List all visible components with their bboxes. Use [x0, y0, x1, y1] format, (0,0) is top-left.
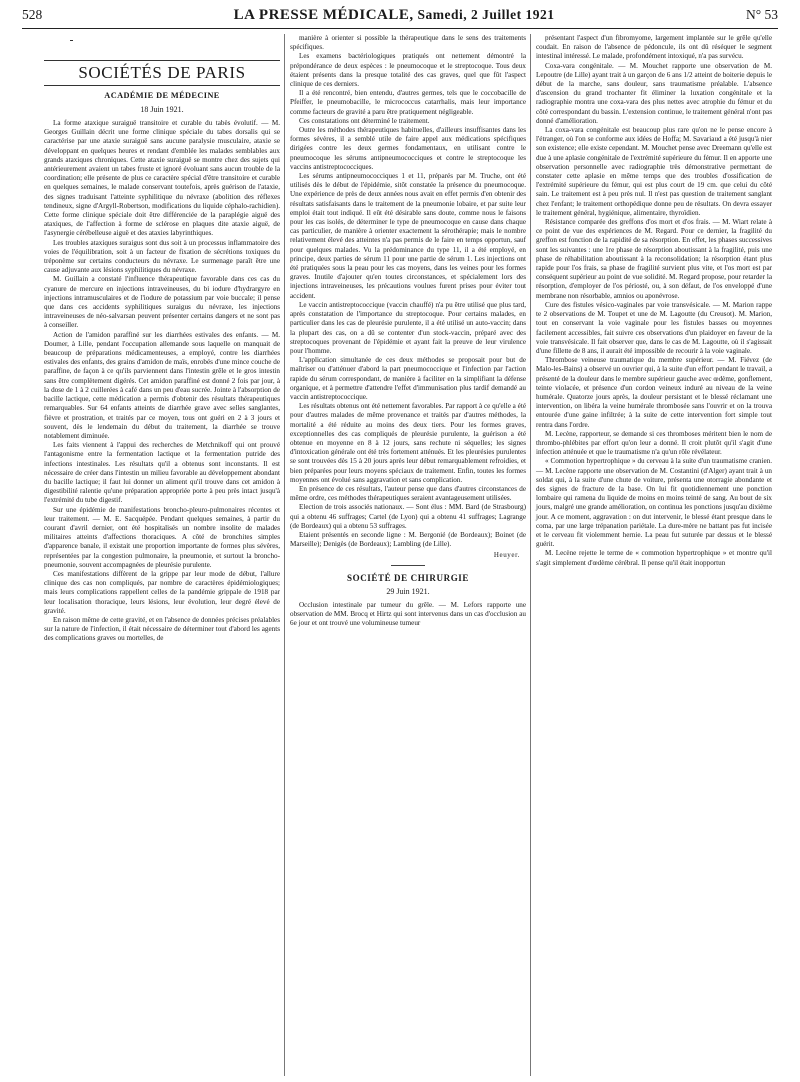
article-paragraph: Sur une épidémie de manifestations broncho-pleuro-pulmonaires récentes et leur traitement. — M. E. Sacquépée. Pendant quelques semaines, à partir du courant d'avril dernier, ont été hospitalisés un nombre insolite de malades militaires atteints d'affections thoraciques. A côté de bronchites simples d'apparence banale, il existait une proportion importante de formes plus sévères, représentées par la congestion pulmonaire, la pneumonie, et surtout la broncho-pneumonie, souvent accompagnées de pleurésie purulente. [44, 505, 280, 569]
article-paragraph: Il a été rencontré, bien entendu, d'autres germes, tels que le coccobacille de Pfeiffer, le pneumobacille, le micrococcus catarrhalis, mais leur importance comme facteurs de gravité a paru être pratiquement négligeable. [290, 89, 526, 116]
article-paragraph: M. Lecène, rapporteur, se demande si ces thromboses méritent bien le nom de thrombo-phlébites par effort qu'on leur a donné. Il croit plutôt qu'il s'agit d'une infection atténuée et que le traumatisme n'a qu'un rôle révélateur. [536, 429, 772, 457]
article-paragraph: Thrombose veineuse traumatique du membre supérieur. — M. Fiévez (de Malo-les-Bains) a observé un ouvrier qui, à la suite d'un effort pendant le travail, a présenté de la douleur dans le membre supérieur gauche avec œdème, gonflement, teinte violacée, et présence d'un cordon veineux induré au niveau de la veine humérale. Quatorze jours après, la douleur persistant et le blessé réclamant une intervention, on libéra la veine humérale thrombosée sans l'ouvrir et on la trouva entourée d'une gaine infiltrée; à la suite de cette intervention fort simple tout rentra dans l'ordre. [536, 356, 772, 429]
session-date: 18 Juin 1921. [140, 105, 184, 114]
column-divider [530, 34, 531, 1076]
article-paragraph: M. Lecène rejette le terme de « commotion hypertrophique » et montre qu'il s'agit simplement d'œdème cérébral. Il pense qu'il était inopportun [536, 549, 772, 567]
session-date: 29 Juin 1921. [386, 586, 430, 596]
article-paragraph: Résistance comparée des greffons d'os mort et d'os frais. — M. Wiart relate à ce point de vue des expériences de M. Regard. Pour ce dernier, la fragilité du greffon est fonction de la rapidité de sa résorption. En effet, les phases successives sont les suivantes : une 1re phase de résorption aboutissant à la fragilité, puis une phase de réhabilitation aboutissant à la reconsolidation; la résorption étant plus rapide pour l'os frais, sa phase de fragilité survient plus vite, et l'os mort est par conséquent supérieur au point de vue solidité. M. Regard propose, pour retarder la résorption, d'employer de l'os périosté, ou, à son défaut, de l'os enveloppé d'une membrane non résorbable, amnios ou aponévrose. [536, 218, 772, 300]
journal-title: LA PRESSE MÉDICALE, [233, 6, 414, 23]
article-paragraph: « Commotion hypertrophique » du cerveau à la suite d'un traumatisme cranien. — M. Lecène rapporte une observation de M. Costantini (d'Alger) ayant trait à un soldat qui, à la suite d'une chute de voiture, présenta une otorragie abondante et des signes de fracture de la base. On lui fit quotidiennement une ponction lombaire qui ramena du liquide de moins en moins teinté de sang. Au bout de six jours, malgré une grande amélioration, on continua les ponctions jusqu'au dixième jour. A ce moment, aggravation : on dut intervenir, le blessé étant presque dans le coma, par une large trépanation pariétale. La dure-mère ne battant pas fut incisée et le cerveau fit violemment hernie. La peau fut suturée par dessus et le blessé guérit. [536, 457, 772, 549]
article-paragraph: manière à orienter si possible la thérapeutique dans le sens des traitements spécifiques. [290, 34, 526, 52]
section-title: SOCIÉTÉS DE PARIS [44, 60, 280, 86]
article-paragraph: La coxa-vara congénitale est beaucoup plus rare qu'on ne le pense encore à l'étranger, où l'on se conforme aux idées de Hoffa; M. Savariaud a été jusqu'à nier son existence; elle existe cependant. M. Mouchet pense avec Dreemann qu'elle est due à une aplasie congénitale de l'extrémité supérieure du fémur. Il en apporte une observation personnelle avec radiographie très démonstrative permettant de constater cette aplasie en même temps que des troubles d'ossification de l'extrémité supérieure du fémur, qui est plus court de 19 cm. que celui du côté sain. Le traitement est à peu près nul. Il n'est pas question de traitement sanglant chez l'enfant; le traitement orthopédique donne peu de résultats. On devra essayer le traitement général, hygiénique, alimentaire, thyroïdien. [536, 126, 772, 217]
section-divider [391, 565, 425, 566]
article-paragraph: La forme ataxique suraiguë transitoire et curable du tabès évolutif. — M. Georges Guillain décrit une forme clinique spéciale du tabes dorsalis qui se caractérise par une ataxie suraiguë sans aucune paralysie musculaire, ataxie se développant en quelques heures et rendant d'emblée les malades semblables aux grands ataxiques chroniques. Cette ataxie suraiguë se montre chez des sujets qui antérieurement avaient un tabes fruste et ignoré évoluant sans aucun trouble de la coordination; elle présente de plus ce caractère spécial d'être transitoire et curable en quelques semaines, le malade conservant toutefois, après guérison de l'ataxie, des signes traduisant l'atteinte syphilitique du névraxe (abolition des réflexes tendineux, signe d'Argyll-Robertson, modifications du liquide céphalo-rachidien). Cette forme clinique spéciale doit être différenciée de la paraplégie aiguë des ataxiques, de l'affection à forme de sclérose en plaques dite ataxie aiguë, de l'asynergie cérébelleuse aiguë et des ataxies labyrinthiques. [44, 119, 280, 238]
article-paragraph: Les faits viennent à l'appui des recherches de Metchnikoff qui ont prouvé l'antagonisme entre la fermentation lactique et la fermentation putride des infections intestinales. Les résultats qu'il a obtenus sont inconstants. Il est nécessaire de créer dans l'intestin un milieu favorable au développement abondant du bacille lactique; il faut lui donner un aliment qu'il trouve dans cet amidon à digestibilité ralentie qu'une préparation appropriée porte à peu près intact jusqu'à l'extrémité du tube digestif. [44, 441, 280, 505]
article-paragraph: Ces constatations ont déterminé le traitement. [299, 116, 430, 125]
page-header [22, 2, 778, 28]
article-paragraph: Action de l'amidon paraffiné sur les diarrhées estivales des enfants. — M. Doumer, à Lille, pendant l'occupation allemande sous laquelle on manquait de beaucoup de préparations médicamenteuses, a employé, contre les diarrhées estivales des enfants, des grains d'amidon de maïs, enrobés d'une mince couche de paraffine, de façon à ce qu'ils parviennent dans l'intestin grêle et le gros intestin sans être complètement digérés. Cet amidon paraffiné est donné 2 fois par jour, à la dose de 1 à 2 cuillerées à café dans un peu d'eau sucrée. Jointe à l'absorption de bacille lactique, cette médication a permis d'obtenir des résultats thérapeutiques remarquables. Sur 64 enfants atteints de diarrhée grave avec selles sanglantes, fièvre et prostration, et traités par ce moyen, tous ont guéri en 2 à 3 jours et souvent, dès le lendemain du début du traitement, la diarrhée se trouve notablement diminuée. [44, 330, 280, 440]
article-paragraph: Coxa-vara congénitale. — M. Mouchet rapporte une observation de M. Lepoutre (de Lille) ayant trait à un garçon de 6 ans 1/2 atteint de boiterie depuis le début de la marche, sans douleur, sans traumatisme préalable. L'absence d'ascension du grand trochanter fit éliminer la luxation congénitale et la radiographie montra une coxa-vara des plus nettes avec atrophie du fémur et du côté correspondant du bassin. L'extension continue, le traitement général n'ont pas donné d'amélioration. [536, 61, 772, 125]
article-paragraph: Les troubles ataxiques suraigus sont dus soit à un processus inflammatoire des voies de l'équilibration, soit à un facteur de fixation de sécrétions toxiques du tréponème sur certains conducteurs du névraxe. Le surmenage paraît être une cause adjuvante aux lésions syphilitiques du névraxe. [44, 238, 280, 275]
article-paragraph: M. Guillain a constaté l'influence thérapeutique favorable dans ces cas du cyanure de mercure en injections intraveineuses, du bi iodure d'hydrargyre en injections intramusculaires et de l'iodure de potassium par voie buccale; il pense que dans ces accidents syphilitiques suraigus du névraxe, les injections intraveineuses de néo-salvarsan peuvent présenter certains dangers et ne sont pas à conseiller. [44, 275, 280, 330]
issue-number: N° 53 [745, 7, 778, 22]
article-paragraph: Cure des fistules vésico-vaginales par voie transvésicale. — M. Marion rappe te 2 observations de M. Toupet et une de M. Lagoutte (du Creusot). M. Marion, tout en conservant la voie vaginale pour les fistules basses ou moyennes facilement accessibles, fait suivre ces observations d'un plaidoyer en faveur de la voie transvésicale. Il fait observer que, dans le cas de M. Lagoutte, où il s'agissait d'une fillette de 8 ans, il aurait été impossible de recourir à la voie vaginale. [536, 300, 772, 355]
left-column [44, 34, 280, 644]
article-paragraph: présentant l'aspect d'un fibromyome, largement implantée sur le grêle qu'elle coudait. En raison de l'absence de pédoncule, ils ont dû réséquer le segment intestinal intéressé. Le malade, profondément intoxiqué, n'a pas survécu. [536, 34, 772, 61]
article-paragraph: Le vaccin antistreptococcique (vaccin chauffé) n'a pu être utilisé que plus tard, après constatation de l'importance du streptocoque. Pour certains malades, en particulier dans les cas de pleurésie purulente, il a été utilisé un auto-vaccin; dans la plupart des cas, on a dû se contenter d'un stock-vaccin, préparé avec des streptocoques provenant de l'épidémie et ayant fait la preuve de leur virulence pour l'homme. [290, 300, 526, 355]
issue-date: Samedi, 2 Juillet 1921 [417, 6, 555, 22]
surgery-heading: SOCIÉTÉ DE CHIRURGIE [346, 572, 470, 583]
article-paragraph: Les résultats obtenus ont été nettement favorables. Par rapport à ce qu'elle a été pour d'autres malades de même provenance et traités par d'autres méthodes, la mortalité a été réduite au moins des deux tiers. Pour les formes graves, exceptionnelles des cas compliqués de pleurésie purulente, la guérison a été obtenue en moyenne en 8 à 12 jours, sans rechute ni séquelles; les signes d'intoxication générale ont été très fortement atténués. Et les pleurésies purulentes se sont trouvées dès 15 à 20 jours après leur début remarquablement refroidies, et bien préparées pour leurs moyens spéciaux de traitement. Enfin, toutes les formes moyennes ont évolué sans aggravation et sans complication. [290, 402, 526, 484]
article-paragraph: Ces manifestations diffèrent de la grippe par leur mode de début, l'allure clinique des cas non compliqués, par nombre de caractères épidémiologiques; mais leurs complications rappellent celles de la pandémie grippale de 1918 par leur localisation thoracique, leurs lésions, leur évolution, leur degré élevé de gravité. [44, 569, 280, 615]
header-rule [22, 28, 778, 29]
middle-column [290, 34, 526, 628]
article-paragraph: Etaient présentés en seconde ligne : M. Bergonié (de Bordeaux); Boinet (de Marseille); Denigès (de Bordeaux); Lambling (de Lille). [290, 530, 526, 549]
right-column [536, 34, 772, 568]
article-paragraph: Occlusion intestinale par tumeur du grêle. — M. Lefors rapporte une observation de MM. Brocq et Hirtz qui sont intervenus dans un cas d'occlusion au 6e jour et ont trouvé une volumineuse tumeur [290, 600, 526, 627]
page-number: 528 [22, 7, 43, 22]
article-paragraph: Les examens bactériologiques pratiqués ont nettement démontré la prépondérance de deux espèces : le pneumocoque et le streptocoque. Tous deux étaient présents dans la presque totalité des cas graves, quel que fût l'aspect clinique de ces derniers. [290, 52, 526, 89]
academy-heading: ACADÉMIE DE MÉDECINE [104, 91, 220, 100]
column-divider [284, 34, 285, 1076]
article-paragraph: En présence de ces résultats, l'auteur pense que dans d'autres circonstances de même ordre, ces méthodes thérapeutiques seraient avantageusement utilisées. [290, 484, 526, 503]
article-paragraph: Election de trois associés nationaux. — Sont élus : MM. Bard (de Strasbourg) qui a obtenu 46 suffrages; Cartel (de Lyon) qui a obtenu 41 suffrages; Lagrange (de Bordeaux) qui a obtenu 53 suffrages. [290, 503, 526, 530]
article-paragraph: En raison même de cette gravité, et en l'absence de données précises préalables sur la nature de l'infection, il était nécessaire de déterminer tout d'abord les agents des complications graves ou mortelles, de [44, 615, 280, 643]
journal-masthead [234, 7, 555, 24]
article-paragraph: L'application simultanée de ces deux méthodes se proposait pour but de maîtriser ou d'atténuer d'abord la part pneumococcique et l'infection par l'action rapide du sérum correspondant, de manière à faciliter en la simplifiant la défense organique, et à permettre d'attendre l'effet d'immunisation plus tardif demandé au vaccin antistreptococcique. [290, 356, 526, 401]
article-paragraph: Les sérums antipneumococciques 1 et 11, préparés par M. Truche, ont été utilisés dès le début de l'épidémie, sitôt constatée la présence du pneumocoque. Une expérience de près de deux années nous avait en effet permis d'en obtenir des résultats satisfaisants dans le traitement de la pneumonie lobaire, et par suite leur emploi était tout indiqué. Il eût été désirable sans doute, comme nous le faisons pour les cas isolés, de déterminer le type de pneumocoque en cause dans chaque cas particulier, de manière à orienter exactement la sérothérapie; mais le nombre relativement élevé des atteintes n'a pas permis de le faire en temps opportun, sauf pour quelques malades. Vu la prédominance du type 11, il a été employé, en principe, deux parties de sérum 11 pour une partie de sérum 1. Les injections ont été pratiquées sous la peau pour les cas moyens, dans les veines pour les formes graves. Inutile d'ajouter qu'en toutes circonstances, et spécialement lors des injections intraveineuses, les précautions voulues furent prises pour éviter tout accident. [290, 172, 526, 300]
article-paragraph: Outre les méthodes thérapeutiques habituelles, d'ailleurs insuffisantes dans les formes sévères, il a semblé utile de faire appel aux médications spécifiques dirigées contre les deux germes fondamentaux, en utilisant contre le pneumocoque les sérums antipneumococciques et contre le streptocoque les vaccins antistreptococciques. [290, 126, 526, 171]
author-signature: Heuyer. [493, 551, 520, 560]
